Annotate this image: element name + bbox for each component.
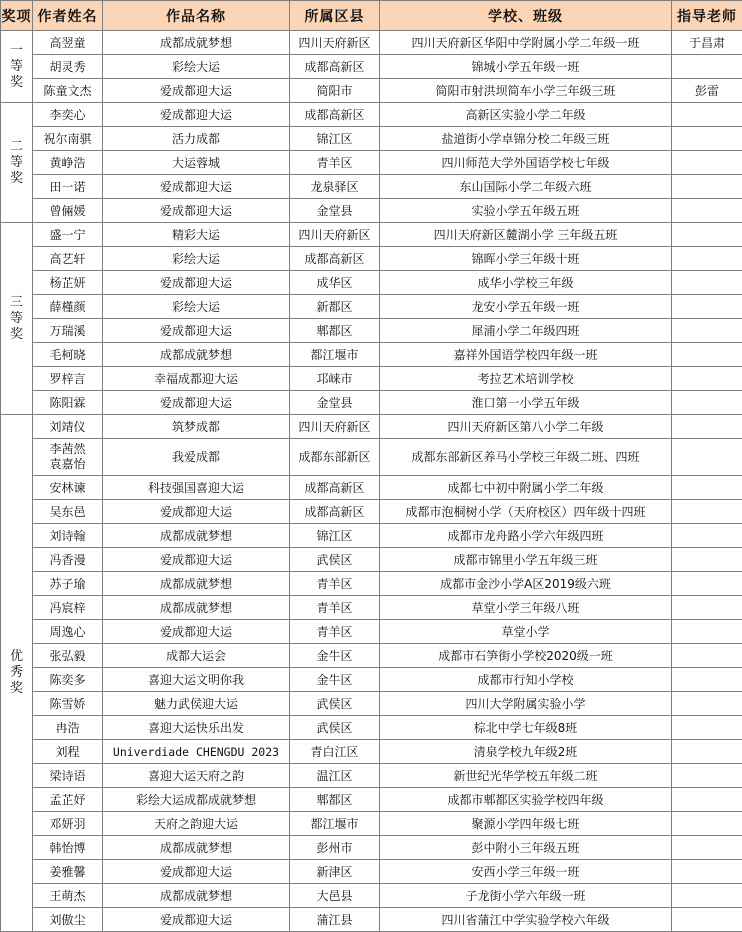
teacher (672, 548, 742, 572)
work-title: 成都成就梦想 (103, 31, 290, 55)
work-title: 爱成都迎大运 (103, 908, 290, 932)
school-class: 成华小学校三年级 (380, 271, 672, 295)
author-name: 吴东邑 (33, 500, 103, 524)
table-body (1, 31, 742, 932)
teacher (672, 319, 742, 343)
table-row (1, 127, 742, 151)
header-district: 所属区县 (290, 1, 380, 31)
district: 金牛区 (290, 644, 380, 668)
district: 锦江区 (290, 127, 380, 151)
table-row (1, 620, 742, 644)
table-row (1, 764, 742, 788)
teacher (672, 55, 742, 79)
header-work: 作品名称 (103, 1, 290, 31)
teacher (672, 439, 742, 476)
work-title: 成都成就梦想 (103, 524, 290, 548)
teacher (672, 127, 742, 151)
author-name: 李奕心 (33, 103, 103, 127)
teacher (672, 151, 742, 175)
district: 郫都区 (290, 319, 380, 343)
district: 青白江区 (290, 740, 380, 764)
district: 成都东部新区 (290, 439, 380, 476)
teacher (672, 692, 742, 716)
header-author: 作者姓名 (33, 1, 103, 31)
work-title: 精彩大运 (103, 223, 290, 247)
district: 武侯区 (290, 692, 380, 716)
teacher (672, 500, 742, 524)
work-title: 爱成都迎大运 (103, 79, 290, 103)
teacher (672, 740, 742, 764)
teacher (672, 764, 742, 788)
table-row (1, 247, 742, 271)
table-row (1, 836, 742, 860)
school-class: 四川大学附属实验小学 (380, 692, 672, 716)
district: 四川天府新区 (290, 31, 380, 55)
table-row (1, 572, 742, 596)
author-name: 邓妍羽 (33, 812, 103, 836)
author-name: 胡灵秀 (33, 55, 103, 79)
header-award: 奖项 (1, 1, 33, 31)
work-title: 爱成都迎大运 (103, 860, 290, 884)
work-title: 爱成都迎大运 (103, 175, 290, 199)
teacher (672, 908, 742, 932)
author-name: 梁诗语 (33, 764, 103, 788)
school-class: 子龙街小学六年级一班 (380, 884, 672, 908)
table-row (1, 199, 742, 223)
district: 彭州市 (290, 836, 380, 860)
district: 武侯区 (290, 548, 380, 572)
author-name: 田一诺 (33, 175, 103, 199)
teacher (672, 812, 742, 836)
table-row (1, 55, 742, 79)
table-row (1, 103, 742, 127)
author-name: 高艺轩 (33, 247, 103, 271)
teacher (672, 572, 742, 596)
header-teacher: 指导老师 (672, 1, 742, 31)
district: 蒲江县 (290, 908, 380, 932)
work-title: 活力成都 (103, 127, 290, 151)
award-level: 三 等 奖 (1, 223, 33, 415)
work-title: 爱成都迎大运 (103, 391, 290, 415)
work-title: 天府之韵迎大运 (103, 812, 290, 836)
table-row (1, 908, 742, 932)
table-row (1, 476, 742, 500)
work-title: 成都成就梦想 (103, 343, 290, 367)
district: 成都高新区 (290, 500, 380, 524)
table-row (1, 716, 742, 740)
district: 青羊区 (290, 572, 380, 596)
teacher (672, 247, 742, 271)
work-title: 爱成都迎大运 (103, 199, 290, 223)
school-class: 实验小学五年级五班 (380, 199, 672, 223)
school-class: 成都七中初中附属小学二年级 (380, 476, 672, 500)
school-class: 四川天府新区华阳中学附属小学二年级一班 (380, 31, 672, 55)
work-title: 成都成就梦想 (103, 836, 290, 860)
teacher (672, 476, 742, 500)
district: 金堂县 (290, 391, 380, 415)
award-level: 一 等 奖 (1, 31, 33, 103)
table-row (1, 295, 742, 319)
table-row (1, 391, 742, 415)
district: 四川天府新区 (290, 415, 380, 439)
work-title: 爱成都迎大运 (103, 103, 290, 127)
teacher (672, 524, 742, 548)
district: 邛崃市 (290, 367, 380, 391)
district: 新津区 (290, 860, 380, 884)
school-class: 锦城小学五年级一班 (380, 55, 672, 79)
teacher (672, 391, 742, 415)
school-class: 犀浦小学二年级四班 (380, 319, 672, 343)
district: 青羊区 (290, 151, 380, 175)
school-class: 成都市锦里小学五年级三班 (380, 548, 672, 572)
author-name: 陈童文杰 (33, 79, 103, 103)
work-title: 彩绘大运 (103, 55, 290, 79)
teacher (672, 367, 742, 391)
table-row (1, 644, 742, 668)
teacher (672, 884, 742, 908)
author-name: 苏子瑜 (33, 572, 103, 596)
author-name: 安林谏 (33, 476, 103, 500)
district: 金牛区 (290, 668, 380, 692)
table-row (1, 668, 742, 692)
author-name: 曾倆媛 (33, 199, 103, 223)
work-title: 爱成都迎大运 (103, 548, 290, 572)
school-class: 淮口第一小学五年级 (380, 391, 672, 415)
school-class: 高新区实验小学二年级 (380, 103, 672, 127)
teacher (672, 175, 742, 199)
district: 成都高新区 (290, 103, 380, 127)
work-title: 我爱成都 (103, 439, 290, 476)
school-class: 成都市龙舟路小学六年级四班 (380, 524, 672, 548)
teacher (672, 860, 742, 884)
table-row (1, 812, 742, 836)
school-class: 成都市泡桐树小学（天府校区）四年级十四班 (380, 500, 672, 524)
teacher (672, 716, 742, 740)
author-name: 陈奕多 (33, 668, 103, 692)
table-row (1, 439, 742, 476)
teacher (672, 295, 742, 319)
author-name: 刘傲尘 (33, 908, 103, 932)
author-name: 罗梓言 (33, 367, 103, 391)
work-title: 喜迎大运文明你我 (103, 668, 290, 692)
author-name: 杨芷妍 (33, 271, 103, 295)
work-title: 爱成都迎大运 (103, 319, 290, 343)
school-class: 东山国际小学二年级六班 (380, 175, 672, 199)
author-name: 韩怡博 (33, 836, 103, 860)
district: 大邑县 (290, 884, 380, 908)
header-school: 学校、班级 (380, 1, 672, 31)
school-class: 棕北中学七年级8班 (380, 716, 672, 740)
table-row (1, 788, 742, 812)
school-class: 盐道街小学卓锦分校二年级三班 (380, 127, 672, 151)
author-name: 刘靖仪 (33, 415, 103, 439)
author-name: 张弘毅 (33, 644, 103, 668)
district: 青羊区 (290, 596, 380, 620)
school-class: 清泉学校九年级2班 (380, 740, 672, 764)
school-class: 新世纪光华学校五年级二班 (380, 764, 672, 788)
table-row (1, 884, 742, 908)
teacher: 于昌肃 (672, 31, 742, 55)
author-name: 姜雅馨 (33, 860, 103, 884)
work-title: 喜迎大运快乐出发 (103, 716, 290, 740)
teacher (672, 620, 742, 644)
author-name: 冯香漫 (33, 548, 103, 572)
table-row (1, 524, 742, 548)
author-name: 毛柯晓 (33, 343, 103, 367)
district: 青羊区 (290, 620, 380, 644)
author-name: 周逸心 (33, 620, 103, 644)
table-row (1, 500, 742, 524)
work-title: Univerdiade CHENGDU 2023 (103, 740, 290, 764)
district: 成华区 (290, 271, 380, 295)
school-class: 四川天府新区第八小学二年级 (380, 415, 672, 439)
district: 温江区 (290, 764, 380, 788)
author-name: 祝尔南骐 (33, 127, 103, 151)
district: 都江堰市 (290, 812, 380, 836)
header-row (1, 1, 742, 31)
author-name: 刘程 (33, 740, 103, 764)
author-name: 盛一宁 (33, 223, 103, 247)
teacher (672, 199, 742, 223)
table-row (1, 367, 742, 391)
work-title: 成都成就梦想 (103, 572, 290, 596)
table-row (1, 79, 742, 103)
district: 锦江区 (290, 524, 380, 548)
work-title: 彩绘大运 (103, 247, 290, 271)
school-class: 成都东部新区养马小学校三年级二班、四班 (380, 439, 672, 476)
work-title: 成都成就梦想 (103, 596, 290, 620)
table-row (1, 548, 742, 572)
district: 新都区 (290, 295, 380, 319)
district: 四川天府新区 (290, 223, 380, 247)
district: 龙泉驿区 (290, 175, 380, 199)
school-class: 嘉祥外国语学校四年级一班 (380, 343, 672, 367)
district: 金堂县 (290, 199, 380, 223)
author-name: 冯宸梓 (33, 596, 103, 620)
work-title: 爱成都迎大运 (103, 620, 290, 644)
table-row (1, 343, 742, 367)
teacher (672, 343, 742, 367)
table-row (1, 596, 742, 620)
district: 武侯区 (290, 716, 380, 740)
table-row (1, 31, 742, 55)
author-name: 高翌童 (33, 31, 103, 55)
work-title: 科技强国喜迎大运 (103, 476, 290, 500)
table-row (1, 271, 742, 295)
author-name: 冉浩 (33, 716, 103, 740)
district: 都江堰市 (290, 343, 380, 367)
school-class: 简阳市射洪坝简车小学三年级三班 (380, 79, 672, 103)
author-name: 刘诗翰 (33, 524, 103, 548)
work-title: 筑梦成都 (103, 415, 290, 439)
school-class: 草堂小学三年级八班 (380, 596, 672, 620)
school-class: 成都市行知小学校 (380, 668, 672, 692)
table-row (1, 319, 742, 343)
work-title: 成都成就梦想 (103, 884, 290, 908)
table-row (1, 151, 742, 175)
teacher (672, 271, 742, 295)
school-class: 成都市郫都区实验学校四年级 (380, 788, 672, 812)
school-class: 龙安小学五年级一班 (380, 295, 672, 319)
work-title: 彩绘大运 (103, 295, 290, 319)
work-title: 爱成都迎大运 (103, 500, 290, 524)
school-class: 四川省蒲江中学实验学校六年级 (380, 908, 672, 932)
author-name: 万瑞溪 (33, 319, 103, 343)
award-level: 二 等 奖 (1, 103, 33, 223)
teacher (672, 836, 742, 860)
school-class: 四川师范大学外国语学校七年级 (380, 151, 672, 175)
author-name: 孟芷妤 (33, 788, 103, 812)
teacher (672, 103, 742, 127)
teacher (672, 223, 742, 247)
work-title: 爱成都迎大运 (103, 271, 290, 295)
work-title: 喜迎大运天府之韵 (103, 764, 290, 788)
work-title: 魅力武侯迎大运 (103, 692, 290, 716)
table-row (1, 860, 742, 884)
table-row (1, 175, 742, 199)
district: 简阳市 (290, 79, 380, 103)
author-name: 薛槿颜 (33, 295, 103, 319)
school-class: 四川天府新区麓湖小学 三年级五班 (380, 223, 672, 247)
teacher (672, 415, 742, 439)
author-name: 陈雪娇 (33, 692, 103, 716)
teacher: 彭雷 (672, 79, 742, 103)
teacher (672, 644, 742, 668)
author-name: 王萌杰 (33, 884, 103, 908)
work-title: 彩绘大运成都成就梦想 (103, 788, 290, 812)
district: 郫都区 (290, 788, 380, 812)
table-row (1, 740, 742, 764)
table-row (1, 692, 742, 716)
school-class: 锦晖小学三年级十班 (380, 247, 672, 271)
school-class: 草堂小学 (380, 620, 672, 644)
district: 成都高新区 (290, 247, 380, 271)
district: 成都高新区 (290, 55, 380, 79)
work-title: 大运蓉城 (103, 151, 290, 175)
teacher (672, 668, 742, 692)
teacher (672, 788, 742, 812)
work-title: 幸福成都迎大运 (103, 367, 290, 391)
school-class: 成都市金沙小学A区2019级六班 (380, 572, 672, 596)
table-row (1, 415, 742, 439)
author-name: 陈阳霖 (33, 391, 103, 415)
author-name: 黄峥浩 (33, 151, 103, 175)
school-class: 考拉艺术培训学校 (380, 367, 672, 391)
school-class: 聚源小学四年级七班 (380, 812, 672, 836)
teacher (672, 596, 742, 620)
district: 成都高新区 (290, 476, 380, 500)
table-row (1, 223, 742, 247)
school-class: 成都市石笋街小学校2020级一班 (380, 644, 672, 668)
work-title: 成都大运会 (103, 644, 290, 668)
author-name: 李茜然 袁嘉怡 (33, 439, 103, 476)
school-class: 彭中附小三年级五班 (380, 836, 672, 860)
school-class: 安西小学三年级一班 (380, 860, 672, 884)
award-level: 优 秀 奖 (1, 415, 33, 932)
